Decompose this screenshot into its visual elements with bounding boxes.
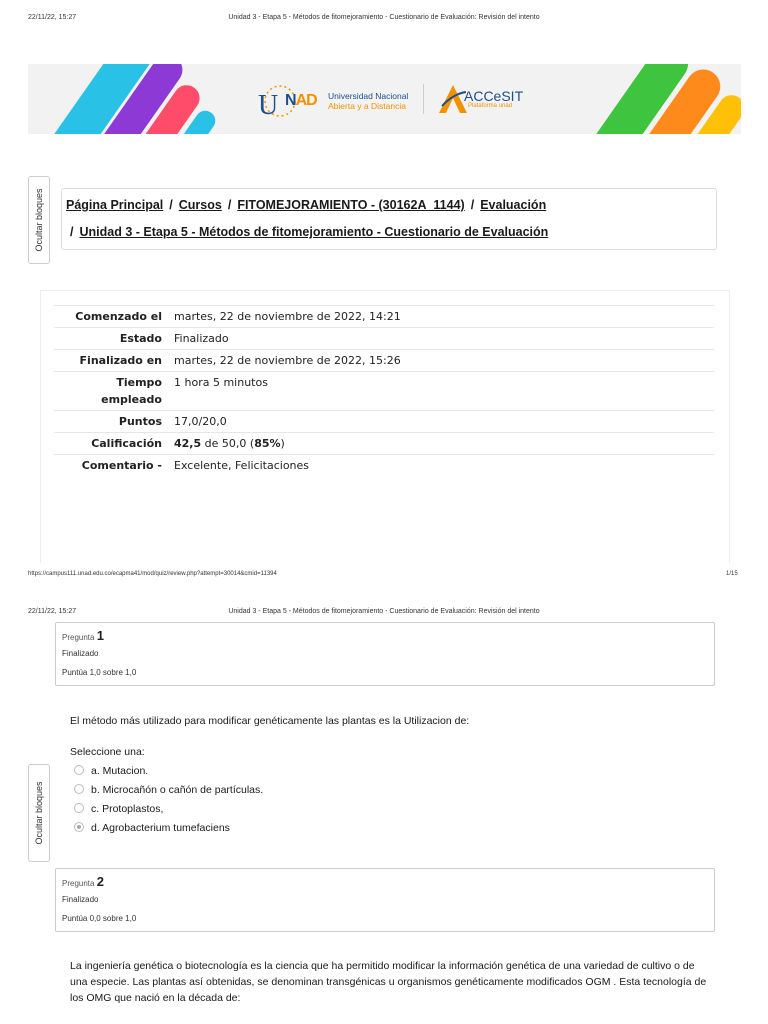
radio-icon [74, 784, 84, 794]
accesit-name: ACCeSIT [464, 88, 524, 104]
summary-row-state: Estado Finalizado [54, 328, 714, 350]
breadcrumb-courses-link[interactable]: Cursos [178, 198, 222, 212]
site-banner: U NAD Universidad Nacional Abierta y a Distancia ACCeSIT Plataforma unad [28, 64, 741, 134]
attempt-summary-table [54, 305, 714, 476]
question-1-prompt: Seleccione una: [70, 746, 145, 758]
question-1-info: Pregunta 1 Finalizado Puntúa 1,0 sobre 1,0 [55, 622, 715, 686]
summary-row-points: Puntos 17,0/20,0 [54, 411, 714, 433]
summary-row-comment: Comentario - Excelente, Felicitaciones [54, 455, 714, 477]
question-2-state: Finalizado [62, 895, 99, 904]
question-1-option-d[interactable]: d. Agrobacterium tumefaciens [74, 822, 230, 834]
accesit-subtitle: Plataforma unad [468, 103, 513, 109]
question-1-score: Puntúa 1,0 sobre 1,0 [62, 668, 137, 677]
summary-row-started: Comenzado el martes, 22 de noviembre de 2022, 14:21 [54, 306, 714, 328]
svg-text:U: U [258, 90, 279, 121]
hide-blocks-tab-2[interactable]: Ocultar bloques [28, 764, 50, 862]
print-timestamp-2: 22/11/22, 15:27 [28, 608, 77, 615]
summary-row-time: Tiempo empleado 1 hora 5 minutos [54, 372, 714, 411]
breadcrumb-quiz-link[interactable]: Unidad 3 - Etapa 5 - Métodos de fitomejoramiento - Cuestionario de Evaluación [79, 225, 549, 239]
question-1-text: El método más utilizado para modificar genéticamente las plantas es la Utilizacion de: [70, 715, 470, 727]
breadcrumb: Página Principal / Cursos / FITOMEJORAMIENTO - (30162A_1144) / Evaluación / Unidad 3 - Etapa 5 - Métodos de fitomejoramiento - Cuestionario de Evaluación [61, 188, 717, 250]
print-timestamp: 22/11/22, 15:27 [28, 14, 77, 21]
question-1-state: Finalizado [62, 649, 99, 658]
breadcrumb-home-link[interactable]: Página Principal [66, 198, 164, 212]
radio-icon [74, 803, 84, 813]
print-doc-title-2: Unidad 3 - Etapa 5 - Métodos de fitomejoramiento - Cuestionario de Evaluación: Revisión del intento [228, 608, 540, 615]
question-1-option-c[interactable]: c. Protoplastos, [74, 803, 163, 815]
question-2-score: Puntúa 0,0 sobre 1,0 [62, 914, 137, 923]
breadcrumb-evaluation-link[interactable]: Evaluación [480, 198, 547, 212]
question-2-text: La ingeniería genética o biotecnología es la ciencia que ha permitido modificar la información genética de una variedad de cultivo o de una especie. Las plantas así obtenidas, se denominan transgénicas u organismos genéticamente modificados OGM . Esta tecnología de los OMG que nació en la década de: [70, 960, 707, 1004]
hide-blocks-tab[interactable]: Ocultar bloques [28, 176, 50, 264]
print-doc-title: Unidad 3 - Etapa 5 - Métodos de fitomejoramiento - Cuestionario de Evaluación: Revisión del intento [228, 14, 540, 21]
question-1-option-a[interactable]: a. Mutacion. [74, 765, 148, 777]
radio-selected-icon [74, 822, 84, 832]
radio-icon [74, 765, 84, 775]
university-name: Universidad Nacional Abierta y a Distancia [328, 91, 409, 111]
question-2-info: Pregunta 2 Finalizado Puntúa 0,0 sobre 1,0 [55, 868, 715, 932]
breadcrumb-course-link[interactable]: FITOMEJORAMIENTO - (30162A_1144) [237, 198, 465, 212]
question-1-option-b[interactable]: b. Microcañón o cañón de partículas. [74, 784, 263, 796]
summary-row-grade: Calificación 42,5 de 50,0 (85%) [54, 433, 714, 455]
print-footer-url: https://campus111.unad.edu.co/ecapma41/mod/quiz/review.php?attempt=30014&cmid=11394 [28, 571, 277, 577]
summary-row-finished: Finalizado en martes, 22 de noviembre de 2022, 15:26 [54, 350, 714, 372]
print-page-number: 1/15 [726, 571, 738, 577]
